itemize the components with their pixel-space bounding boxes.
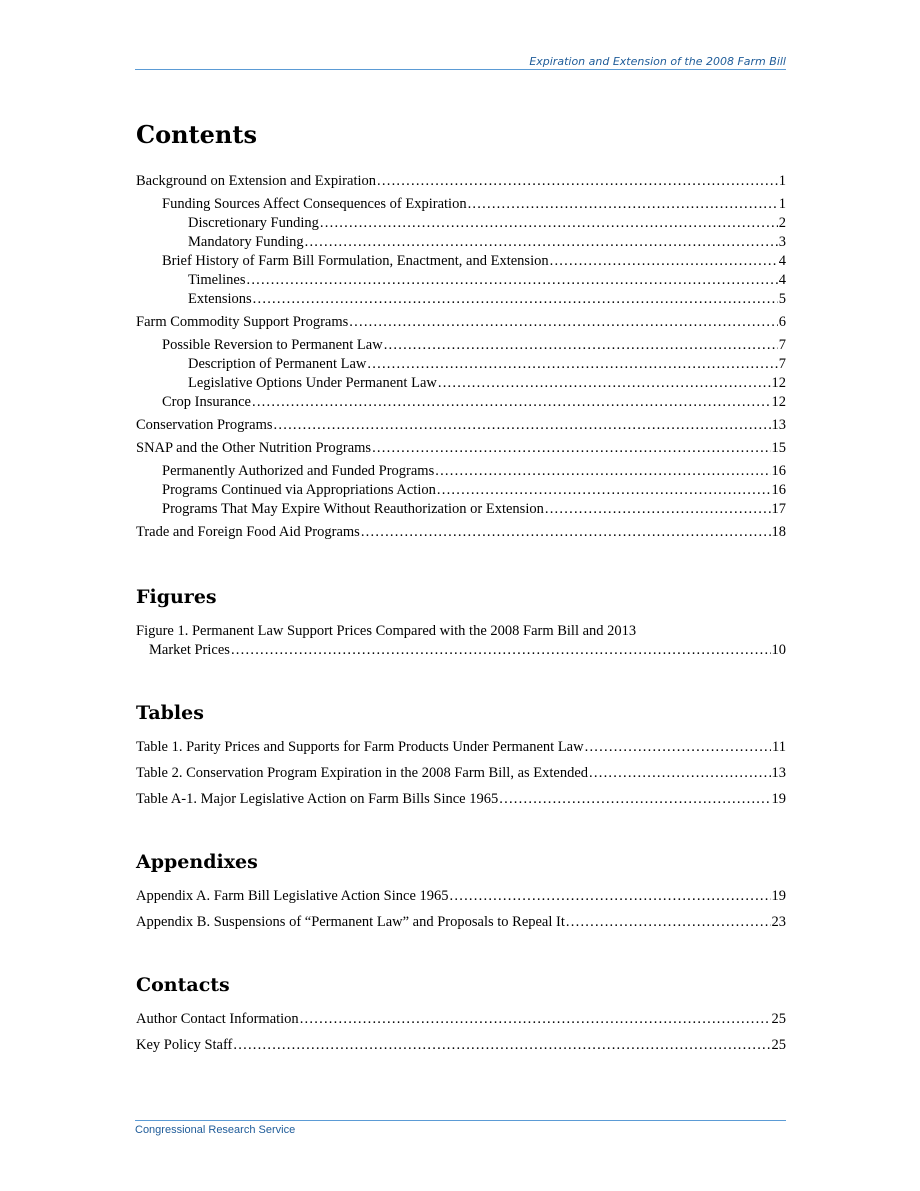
toc-entry-figure-1-line1[interactable]: Figure 1. Permanent Law Support Prices Compared with the 2008 Farm Bill and 2013	[136, 623, 637, 639]
page-footer	[135, 1120, 786, 1136]
toc-entry[interactable]: Extensions . . . 5	[136, 290, 786, 309]
contents-heading: Contents	[136, 120, 257, 149]
toc-entry[interactable]: Timelines . . . 4	[136, 271, 786, 290]
toc-entry[interactable]: Permanently Authorized and Funded Programs . . . 16	[136, 462, 786, 481]
contacts-list	[136, 1010, 786, 1055]
toc-entry[interactable]: Possible Reversion to Permanent Law . . . 7	[136, 336, 786, 355]
appendixes-list	[136, 887, 786, 932]
appendixes-heading: Appendixes	[136, 851, 258, 873]
toc-entry[interactable]: Table 2. Conservation Program Expiration in the 2008 Farm Bill, as Extended . . . 13	[136, 764, 786, 783]
toc-entry[interactable]: Programs Continued via Appropriations Action . . . 16	[136, 481, 786, 500]
figures-heading: Figures	[136, 586, 217, 608]
toc-entry[interactable]: Author Contact Information . . . 25	[136, 1010, 786, 1029]
toc-entry[interactable]: Trade and Foreign Food Aid Programs . . . 18	[136, 523, 786, 542]
toc-entry[interactable]: SNAP and the Other Nutrition Programs . . . 15	[136, 439, 786, 458]
page-header	[135, 53, 786, 70]
contents-list	[136, 172, 786, 542]
toc-entry[interactable]: Brief History of Farm Bill Formulation, Enactment, and Extension . . . 4	[136, 252, 786, 271]
toc-entry[interactable]: Table A-1. Major Legislative Action on Farm Bills Since 1965 . . . 19	[136, 790, 786, 809]
toc-entry[interactable]: Funding Sources Affect Consequences of Expiration . . . 1	[136, 195, 786, 214]
toc-entry[interactable]: Discretionary Funding . . . 2	[136, 214, 786, 233]
header-title: Expiration and Extension of the 2008 Farm Bill	[529, 55, 786, 68]
toc-entry[interactable]: Legislative Options Under Permanent Law . . . 12	[136, 374, 786, 393]
toc-entry-figure-1[interactable]: Market Prices . . . 10	[136, 641, 786, 660]
footer-org: Congressional Research Service	[135, 1124, 296, 1136]
toc-entry[interactable]: Farm Commodity Support Programs . . . 6	[136, 313, 786, 332]
toc-entry[interactable]: Conservation Programs . . . 13	[136, 416, 786, 435]
contacts-heading: Contacts	[136, 974, 230, 996]
toc-entry[interactable]: Mandatory Funding . . . 3	[136, 233, 786, 252]
tables-list	[136, 738, 786, 809]
figures-list	[136, 622, 786, 660]
toc-entry[interactable]: Appendix A. Farm Bill Legislative Action Since 1965 . . . 19	[136, 887, 786, 906]
toc-entry[interactable]: Programs That May Expire Without Reauthorization or Extension . . . 17	[136, 500, 786, 519]
toc-entry[interactable]: Key Policy Staff . . . 25	[136, 1036, 786, 1055]
toc-entry[interactable]: Background on Extension and Expiration . . . 1	[136, 172, 786, 191]
toc-entry[interactable]: Crop Insurance . . . 12	[136, 393, 786, 412]
tables-heading: Tables	[136, 702, 204, 724]
toc-entry[interactable]: Appendix B. Suspensions of “Permanent Law” and Proposals to Repeal It . . . 23	[136, 913, 786, 932]
toc-entry[interactable]: Table 1. Parity Prices and Supports for Farm Products Under Permanent Law . . . 11	[136, 738, 786, 757]
toc-entry[interactable]: Description of Permanent Law . . . 7	[136, 355, 786, 374]
toc-body	[136, 120, 786, 1055]
